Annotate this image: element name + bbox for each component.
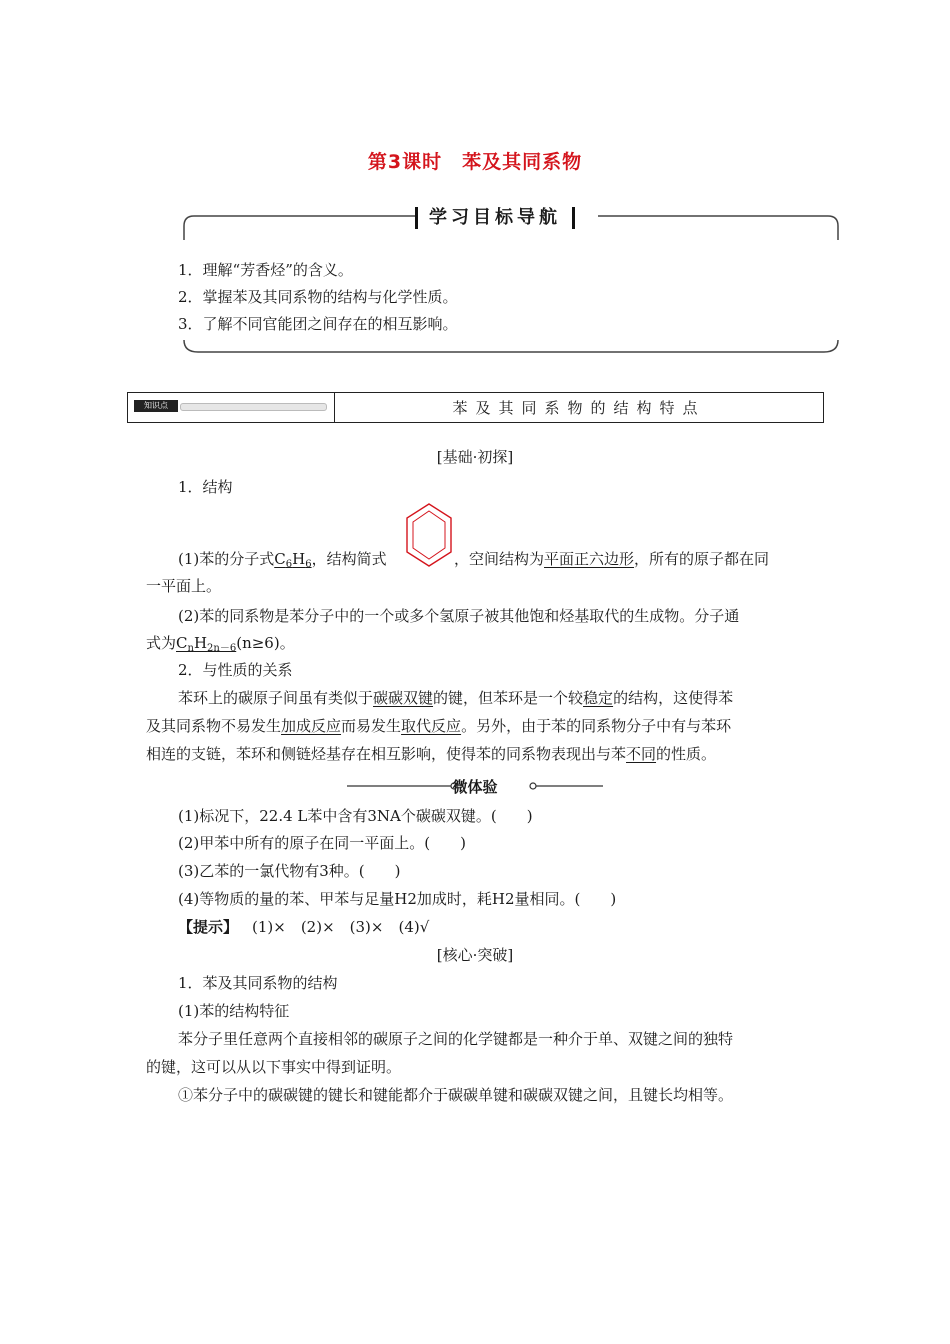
property-line-1: 苯环上的碳原子间虽有类似于碳碳双键的键，但苯环是一个较稳定的结构，这使得苯 bbox=[178, 689, 734, 707]
section-tag-bar bbox=[180, 403, 327, 411]
general-formula: 式为$C_nH_{2n-6}(n\ge 6)$。 bbox=[146, 634, 295, 654]
page-title: 第3课时 苯及其同系物 bbox=[367, 151, 583, 173]
micro-question-1: (1)标况下，22.4 L苯中含有3NA个碳碳双键。( ) bbox=[178, 807, 533, 825]
micro-question-4: (4)等物质的量的苯、甲苯与足量H2加成时，耗H2量相同。( ) bbox=[178, 890, 617, 908]
micro-question-3: (3)乙苯的一氯代物有3种。( ) bbox=[178, 862, 401, 880]
core-line-3: ①苯分子中的碳碳键的键长和键能都介于碳碳单键和碳碳双键之间，且键长均相等。 bbox=[178, 1086, 734, 1104]
core-heading-2: (1)苯的结构特征 bbox=[178, 1002, 290, 1020]
micro-hint: 【提示】 (1)× (2)× (3)× (4)√ bbox=[178, 918, 430, 936]
structure-line-1: (1)苯的分子式$C_6H_6$，结构简式 bbox=[178, 550, 387, 570]
objective-item-2: 2．掌握苯及其同系物的结构与化学性质。 bbox=[178, 288, 458, 306]
section-header bbox=[127, 392, 824, 423]
objectives-heading: 学习目标导航 bbox=[419, 204, 571, 232]
property-heading: 2．与性质的关系 bbox=[178, 661, 293, 679]
structure-line-1-cont: 一平面上。 bbox=[146, 577, 222, 595]
micro-question-2: (2)甲苯中所有的原子在同一平面上。( ) bbox=[178, 834, 466, 852]
objective-item-3: 3．了解不同官能团之间存在的相互影响。 bbox=[178, 315, 458, 333]
core-line-2: 的键，这可以从以下事实中得到证明。 bbox=[146, 1058, 402, 1076]
core-heading-1: 1．苯及其同系物的结构 bbox=[178, 974, 338, 992]
section-title: 苯及其同系物的结构特点 bbox=[452, 399, 706, 417]
property-line-3: 相连的支链，苯环和侧链烃基存在相互影响，使得苯的同系物表现出与苯不同的性质。 bbox=[146, 745, 717, 763]
structure-line-1b: ，空间结构为平面正六边形，所有的原子都在同 bbox=[454, 550, 770, 568]
core-line-1: 苯分子里任意两个直接相邻的碳原子之间的化学键都是一种介于单、双键之间的独特 bbox=[178, 1030, 734, 1048]
section-tag: 知识点 bbox=[134, 400, 178, 412]
structure-heading: 1．结构 bbox=[178, 478, 233, 496]
basics-label: [基础·初探] bbox=[436, 448, 514, 466]
core-label: [核心·突破] bbox=[436, 946, 514, 964]
micro-heading: 微体验 bbox=[452, 778, 498, 796]
property-line-2: 及其同系物不易发生加成反应而易发生取代反应。另外，由于苯的同系物分子中有与苯环 bbox=[146, 717, 732, 735]
structure-line-2: (2)苯的同系物是苯分子中的一个或多个氢原子被其他饱和烃基取代的生成物。分子通 bbox=[178, 607, 740, 625]
objective-item-1: 1．理解“芳香烃”的含义。 bbox=[178, 261, 353, 279]
benzene-ring-structure-icon bbox=[404, 502, 454, 570]
